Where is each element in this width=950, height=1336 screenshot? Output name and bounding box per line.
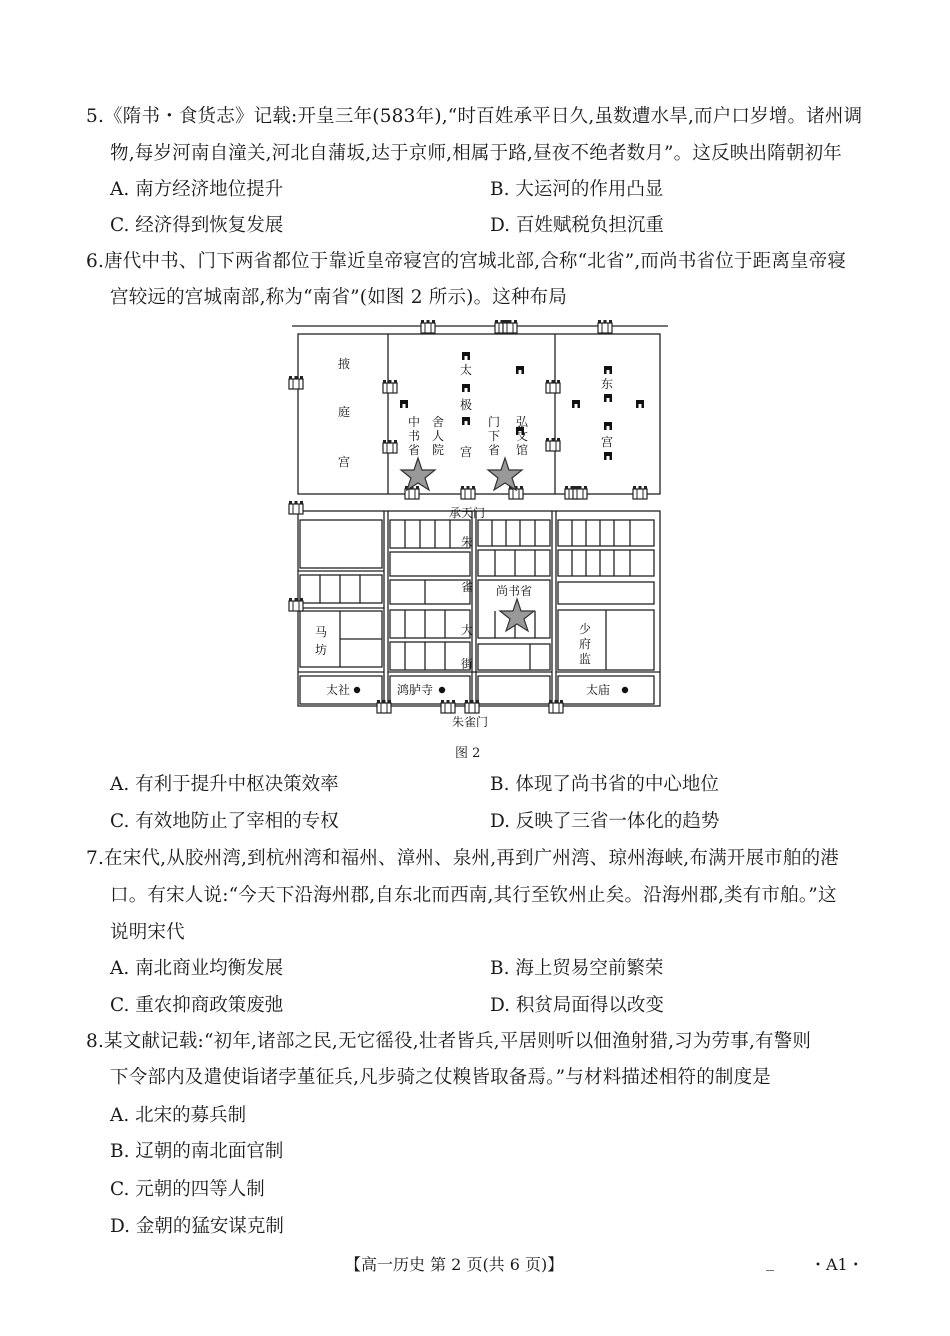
q6-line-1: 6.唐代中书、门下两省都位于靠近皇帝寝宫的宫城北部,合称“北省”,而尚书省位于距离皇帝寝	[86, 251, 847, 272]
label-taishe: 太社	[325, 683, 351, 697]
label-menxia-2: 下	[487, 429, 501, 443]
q7-line-2: 口。有宋人说:“今天下沿海州郡,自东北而西南,其行至钦州止矣。沿海州郡,类有市舶。”这	[110, 885, 837, 906]
label-taimiao: 太庙	[585, 683, 611, 697]
q6-option-b: B. 体现了尚书省的中心地位	[490, 774, 719, 795]
figure-caption: 图 2	[455, 746, 481, 761]
figure-2-map	[280, 316, 670, 736]
label-menxia-3: 省	[487, 443, 501, 457]
q7-line-3: 说明宋代	[110, 922, 185, 943]
label-shaofu-3: 监	[578, 652, 592, 666]
label-yeting-1: 掖	[337, 357, 351, 371]
q7-option-a: A. 南北商业均衡发展	[110, 958, 284, 979]
label-zhuque-street-3: 大	[460, 623, 474, 637]
label-shaofu-2: 府	[578, 637, 592, 651]
label-zhuque-street-1: 朱	[460, 535, 474, 549]
q5-option-a: A. 南方经济地位提升	[110, 179, 284, 200]
q6-option-d: D. 反映了三省一体化的趋势	[490, 811, 720, 832]
label-zhongshu-2: 书	[407, 429, 421, 443]
q8-option-d: D. 金朝的猛安谋克制	[110, 1216, 284, 1237]
q8-option-a: A. 北宋的募兵制	[110, 1105, 247, 1126]
q6-option-c: C. 有效地防止了宰相的专权	[110, 811, 339, 832]
label-chengtian-gate: 承天门	[448, 506, 486, 520]
q5-option-d: D. 百姓赋税负担沉重	[490, 215, 664, 236]
label-taiji-1: 太	[459, 363, 473, 377]
label-zhuque-street-4: 街	[460, 657, 474, 671]
label-yeting-2: 庭	[337, 405, 351, 419]
label-sheren-3: 院	[431, 443, 445, 457]
q5-option-b: B. 大运河的作用凸显	[490, 179, 664, 200]
label-mafang-2: 坊	[314, 643, 328, 657]
label-honglu: 鸿胪寺	[396, 683, 434, 697]
q6-option-a: A. 有利于提升中枢决策效率	[110, 774, 339, 795]
label-zhuque-street-2: 雀	[460, 580, 474, 594]
q8-line-1: 8.某文献记载:“初年,诸部之民,无它徭役,壮者皆兵,平居则听以佃渔射猎,习为劳事,有警则	[86, 1031, 812, 1052]
label-taiji-2: 极	[459, 398, 473, 412]
footer-code: ・A1・	[810, 1255, 864, 1274]
label-menxia-1: 门	[487, 415, 501, 429]
label-shaofu-1: 少	[578, 622, 592, 636]
label-mafang-1: 马	[314, 625, 328, 639]
q8-line-2: 下令部内及遣使诣诸孛堇征兵,凡步骑之仗糗皆取备焉。”与材料描述相符的制度是	[110, 1067, 771, 1088]
label-dong-1: 东	[600, 377, 614, 391]
label-dong-2: 宫	[600, 435, 614, 449]
label-hongwen-3: 馆	[515, 443, 529, 457]
footer-dash: _	[766, 1252, 774, 1271]
label-hongwen-1: 弘	[515, 415, 529, 429]
label-zhongshu-3: 省	[407, 443, 421, 457]
label-zhongshu-1: 中	[407, 415, 421, 429]
page-footer: 【高一历史 第 2 页(共 6 页)】	[345, 1255, 564, 1274]
label-yeting-3: 宫	[337, 455, 351, 469]
q7-option-b: B. 海上贸易空前繁荣	[490, 958, 664, 979]
label-shangshu: 尚书省	[495, 584, 533, 598]
q8-option-c: C. 元朝的四等人制	[110, 1179, 265, 1200]
q7-line-1: 7.在宋代,从胶州湾,到杭州湾和福州、漳州、泉州,再到广州湾、琼州海峡,布满开展市舶的港	[86, 848, 839, 869]
q8-option-b: B. 辽朝的南北面官制	[110, 1141, 284, 1162]
q7-option-d: D. 积贫局面得以改变	[490, 995, 664, 1016]
label-sheren-2: 人	[431, 429, 445, 443]
label-taiji-3: 宫	[459, 445, 473, 459]
q5-line-1: 5.《隋书・食货志》记载:开皇三年(583年),“时百姓承平日久,虽数遭水旱,而户口岁增。诸州调	[86, 106, 863, 127]
q7-option-c: C. 重农抑商政策废弛	[110, 995, 284, 1016]
label-sheren-1: 舍	[431, 415, 445, 429]
q6-line-2: 宫较远的宫城南部,称为“南省”(如图 2 所示)。这种布局	[110, 287, 568, 308]
q5-line-2: 物,每岁河南自潼关,河北自蒲坂,达于京师,相属于路,昼夜不绝者数月”。这反映出隋朝初年	[110, 143, 842, 164]
label-hongwen-2: 文	[515, 429, 529, 443]
q5-option-c: C. 经济得到恢复发展	[110, 215, 284, 236]
label-zhuque-gate: 朱雀门	[451, 715, 489, 729]
